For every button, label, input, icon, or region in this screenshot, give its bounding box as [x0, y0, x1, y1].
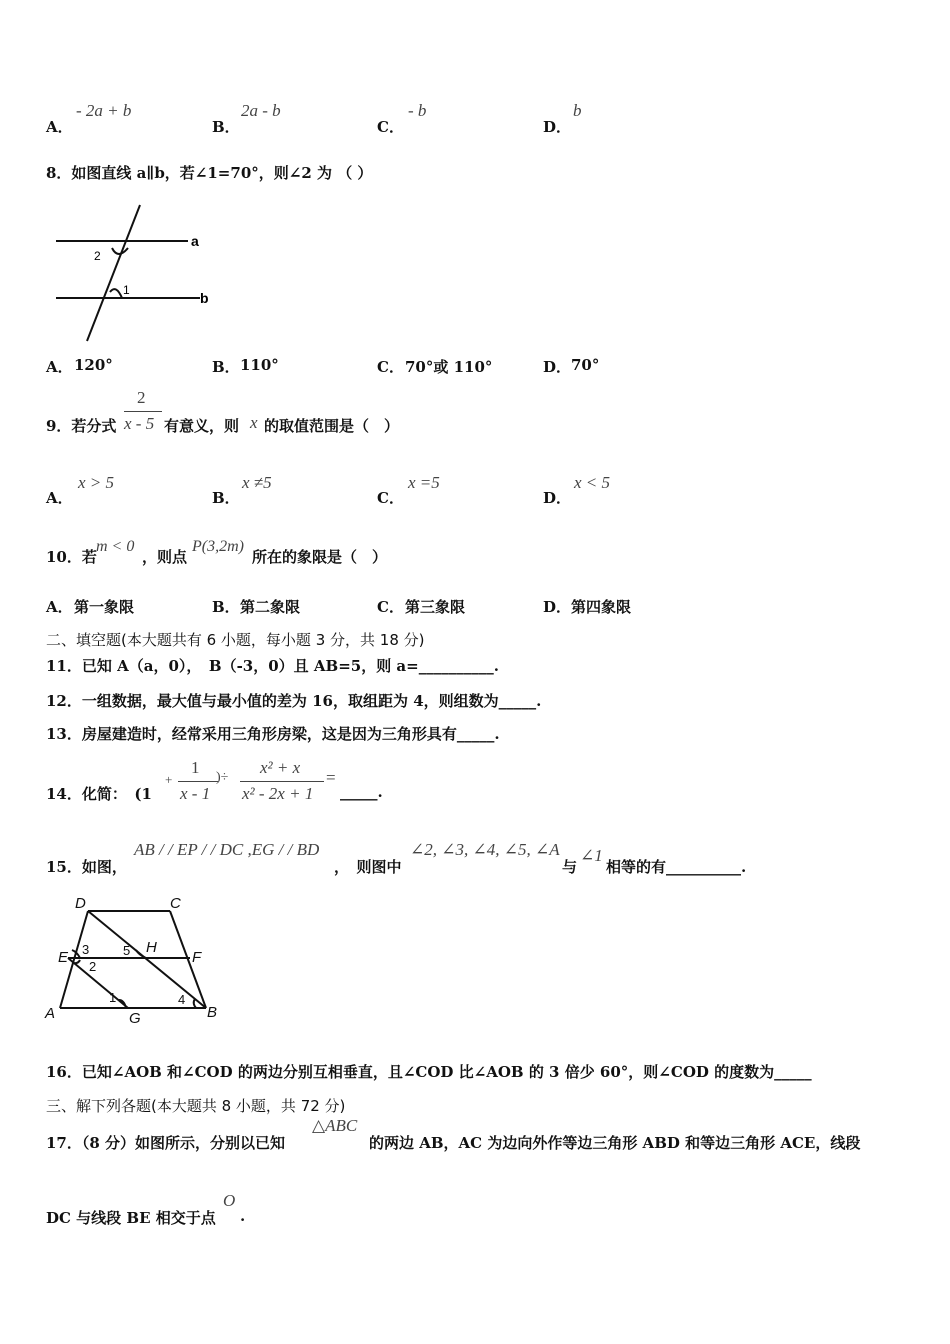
label-g: G — [129, 1010, 141, 1027]
q7-option-c-label: C． — [377, 118, 404, 136]
q8-option-a-label: A． — [46, 358, 73, 376]
q17-point: O — [223, 1191, 236, 1210]
q8-option-c-label: C． — [377, 358, 404, 376]
label-n2: 2 — [89, 959, 97, 974]
q10-point: P(3,2m) — [192, 538, 244, 555]
q8-option-d-label: D． — [543, 358, 572, 376]
q14-div: )÷ — [216, 770, 229, 785]
q17-line2: DC 与线段 BE 相交于点 — [46, 1209, 216, 1227]
q15-trapezoid-figure — [40, 890, 230, 1035]
q10-option-c-label: C． — [377, 598, 404, 616]
label-n1: 1 — [109, 990, 117, 1005]
q17-tri: △ABC — [312, 1116, 358, 1135]
q9-num: 9．若分式 — [46, 417, 117, 435]
q7-option-c-expr: - b — [408, 101, 427, 120]
q9-option-d-expr: x < 5 — [574, 473, 611, 492]
q9-option-a-expr: x > 5 — [78, 473, 115, 492]
label-d: D — [75, 895, 86, 912]
label-c: C — [170, 895, 181, 912]
label-b: b — [200, 290, 209, 306]
q14-f2-den: x² - 2x + 1 — [242, 784, 314, 803]
label-e: E — [58, 949, 69, 966]
q14-plus: + — [165, 772, 173, 787]
label-n4: 4 — [178, 992, 186, 1007]
q16: 16．已知∠AOB 和∠COD 的两边分别互相垂直，且∠COD 比∠AOB 的 3 倍少 60°，则∠COD 的度数为_____ — [46, 1063, 812, 1081]
label-2: 2 — [94, 249, 101, 263]
label-f: F — [192, 949, 202, 966]
q10-mid: ，则点 — [142, 548, 188, 566]
label-1: 1 — [123, 283, 130, 297]
q9-option-c-label: C． — [377, 489, 404, 507]
q7-option-a-label: A． — [46, 118, 73, 136]
q8-option-d-text: 70° — [571, 356, 600, 374]
label-n3: 3 — [82, 942, 90, 957]
q17-end: . — [240, 1207, 246, 1225]
section-3-heading: 三、解下列各题(本大题共 8 小题，共 72 分) — [46, 1097, 346, 1115]
q8-parallel-lines-figure — [50, 200, 220, 345]
q14-f1-num: 1 — [191, 758, 200, 777]
label-n5: 5 — [123, 943, 131, 958]
q10-option-b-text: 第二象限 — [240, 598, 301, 616]
q17-tail: 的两边 AB，AC 为边向外作等边三角形 ABD 和等边三角形 ACE，线段 — [369, 1134, 861, 1152]
label-a: a — [191, 233, 199, 249]
q9-option-c-expr: x =5 — [408, 473, 440, 492]
q7-option-a-expr: - 2a + b — [76, 101, 132, 120]
q10-num: 10．若 — [46, 548, 97, 566]
q10-option-d-label: D． — [543, 598, 572, 616]
transversal — [87, 205, 140, 341]
q9-mid: 有意义，则 — [164, 417, 240, 435]
q7-option-d-expr: b — [573, 101, 582, 120]
q13: 13．房屋建造时，经常采用三角形房梁，这是因为三角形具有_____. — [46, 725, 500, 743]
q12: 12．一组数据，最大值与最小值的差为 16，取组距为 4，则组数为_____. — [46, 692, 542, 710]
label-b: B — [207, 1004, 218, 1021]
q14-blank: _____. — [340, 783, 383, 801]
q15-angles: ∠2, ∠3, ∠4, ∠5, ∠A — [410, 840, 560, 859]
angle-2-arc — [112, 248, 128, 254]
q9-var: x — [250, 413, 258, 432]
q14-f2-bar — [240, 781, 324, 782]
q8-stem: 8．如图直线 a∥b，若∠1=70°，则∠2 为 （ ） — [46, 164, 373, 182]
q15-with: 与 — [562, 858, 578, 876]
q10-option-b-label: B． — [212, 598, 240, 616]
q9-option-a-label: A． — [46, 489, 73, 507]
q15-given: AB / / EP / / DC ,EG / / BD — [134, 840, 320, 859]
q9-tail: 的取值范围是（ ） — [264, 417, 400, 435]
q11: 11．已知 A（a，0）， B（-3，0）且 AB=5，则 a=__________. — [46, 657, 499, 675]
q10-option-d-text: 第四象限 — [571, 598, 632, 616]
q7-option-b-label: B． — [212, 118, 240, 136]
q15-mid: ， 则图中 — [334, 858, 402, 876]
q9-frac-num: 2 — [137, 388, 146, 407]
q9-option-b-expr: x ≠5 — [242, 473, 272, 492]
q9-frac-den: x - 5 — [124, 414, 155, 433]
q14-f1-bar — [178, 781, 218, 782]
q9-frac-bar — [124, 411, 162, 412]
q8-option-a-text: 120° — [74, 356, 113, 374]
q10-option-a-text: 第一象限 — [74, 598, 135, 616]
label-a: A — [45, 1005, 56, 1022]
q14-f2-num: x² + x — [260, 758, 301, 777]
q14-prefix: 14．化简： (1 — [46, 785, 152, 803]
q10-option-a-label: A． — [46, 598, 73, 616]
q7-option-b-expr: 2a - b — [241, 101, 281, 120]
q9-option-b-label: B． — [212, 489, 240, 507]
q8-option-b-label: B． — [212, 358, 240, 376]
q10-tail: 所在的象限是（ ） — [252, 548, 388, 566]
q15-angle1: ∠1 — [580, 846, 603, 865]
q10-cond: m < 0 — [96, 538, 135, 555]
q7-option-d-label: D． — [543, 118, 572, 136]
q9-option-d-label: D． — [543, 489, 572, 507]
q8-option-c-text: 70°或 110° — [405, 358, 493, 376]
label-h: H — [146, 939, 157, 956]
q10-option-c-text: 第三象限 — [405, 598, 466, 616]
q17-prefix: 17．（8 分）如图所示，分别以已知 — [46, 1134, 286, 1152]
angle-1-arc — [110, 289, 122, 298]
q14-f1-den: x - 1 — [180, 784, 211, 803]
q8-option-b-text: 110° — [240, 356, 279, 374]
q15-prefix: 15．如图， — [46, 858, 127, 876]
section-2-heading: 二、填空题(本大题共有 6 小题，每小题 3 分，共 18 分) — [46, 631, 425, 649]
q14-eq: = — [326, 768, 336, 787]
q15-tail: 相等的有__________. — [606, 858, 747, 876]
